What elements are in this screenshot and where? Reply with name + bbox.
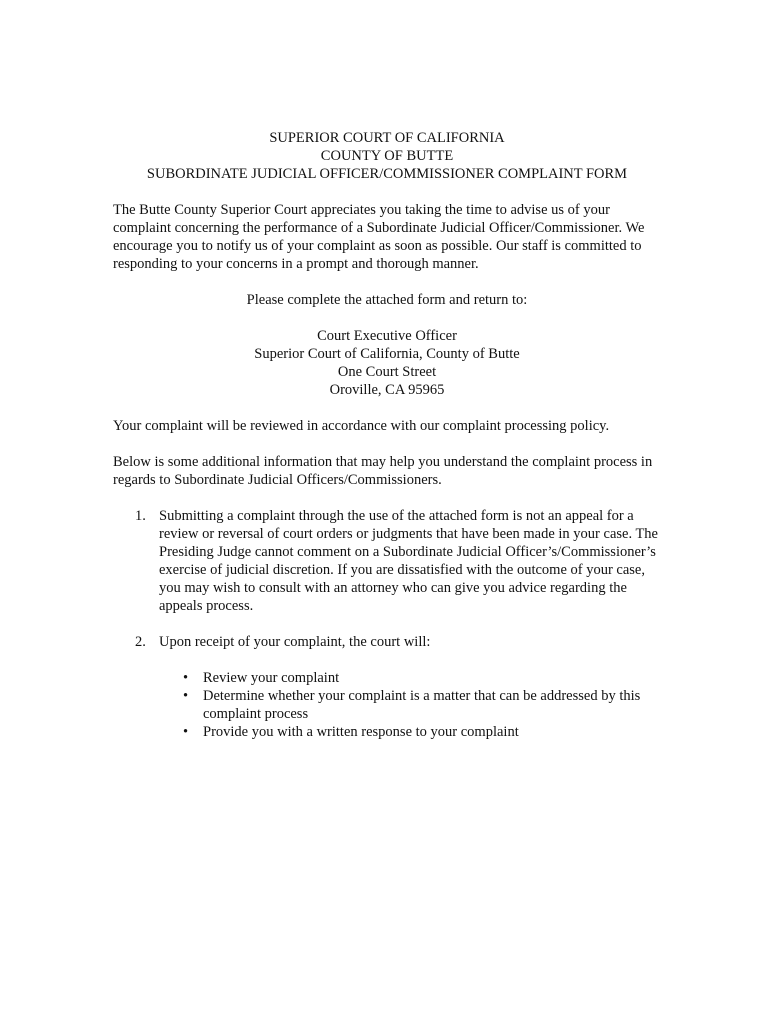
bullet-icon: • xyxy=(183,670,189,686)
list-item xyxy=(113,633,661,741)
list-item-text: Upon receipt of your complaint, the court will: xyxy=(159,634,431,650)
bullet-icon: • xyxy=(183,688,189,704)
document-heading xyxy=(93,129,681,183)
return-instruction: Please complete the attached form and return to: xyxy=(246,292,528,308)
bullet-list xyxy=(159,669,661,741)
address-recipient: Court Executive Officer xyxy=(317,328,457,344)
heading-court-name: SUPERIOR COURT OF CALIFORNIA xyxy=(269,130,505,146)
bullet-item xyxy=(159,669,661,687)
bullet-icon: • xyxy=(183,724,189,740)
bullet-item xyxy=(159,687,661,723)
bullet-text: Determine whether your complaint is a matter that can be addressed by this complaint process xyxy=(203,688,641,722)
numbered-list xyxy=(113,507,661,741)
address-city: Oroville, CA 95965 xyxy=(329,382,445,398)
intro-paragraph: The Butte County Superior Court appreciates you taking the time to advise us of your complaint concerning the performance of a Subordinate Judicial Officer/Commissioner. We encourage you to notify us of your complaint as soon as possible. Our staff is committed to responding to your concerns in a prompt and thorough manner. xyxy=(113,202,645,272)
mailing-address xyxy=(113,327,661,399)
address-street: One Court Street xyxy=(337,364,437,380)
heading-form-title: SUBORDINATE JUDICIAL OFFICER/COMMISSIONER COMPLAINT FORM xyxy=(146,166,628,182)
bullet-item xyxy=(159,723,661,741)
bullet-text: Review your complaint xyxy=(203,670,340,686)
bullet-text: Provide you with a written response to your complaint xyxy=(203,724,519,740)
list-item-number: 2. xyxy=(135,634,146,650)
review-statement: Your complaint will be reviewed in accordance with our complaint processing policy. xyxy=(113,418,610,434)
list-item xyxy=(113,507,661,615)
additional-info-intro: Below is some additional information that may help you understand the complaint process in regards to Subordinate Judicial Officers/Commissioners. xyxy=(113,454,653,488)
list-item-number: 1. xyxy=(135,508,146,524)
list-item-text: Submitting a complaint through the use of the attached form is not an appeal for a review or reversal of court orders or judgments that have been made in your case. The Presiding Judge cannot comment on a Subordinate Judicial Officer’s/Commissioner’s exercise of judicial discretion. If you are dissatisfied with the outcome of your case, you may wish to consult with an attorney who can give you advice regarding the appeals process. xyxy=(159,508,658,614)
document-body xyxy=(113,129,661,759)
address-organization: Superior Court of California, County of Butte xyxy=(254,346,520,362)
heading-county: COUNTY OF BUTTE xyxy=(320,148,454,164)
